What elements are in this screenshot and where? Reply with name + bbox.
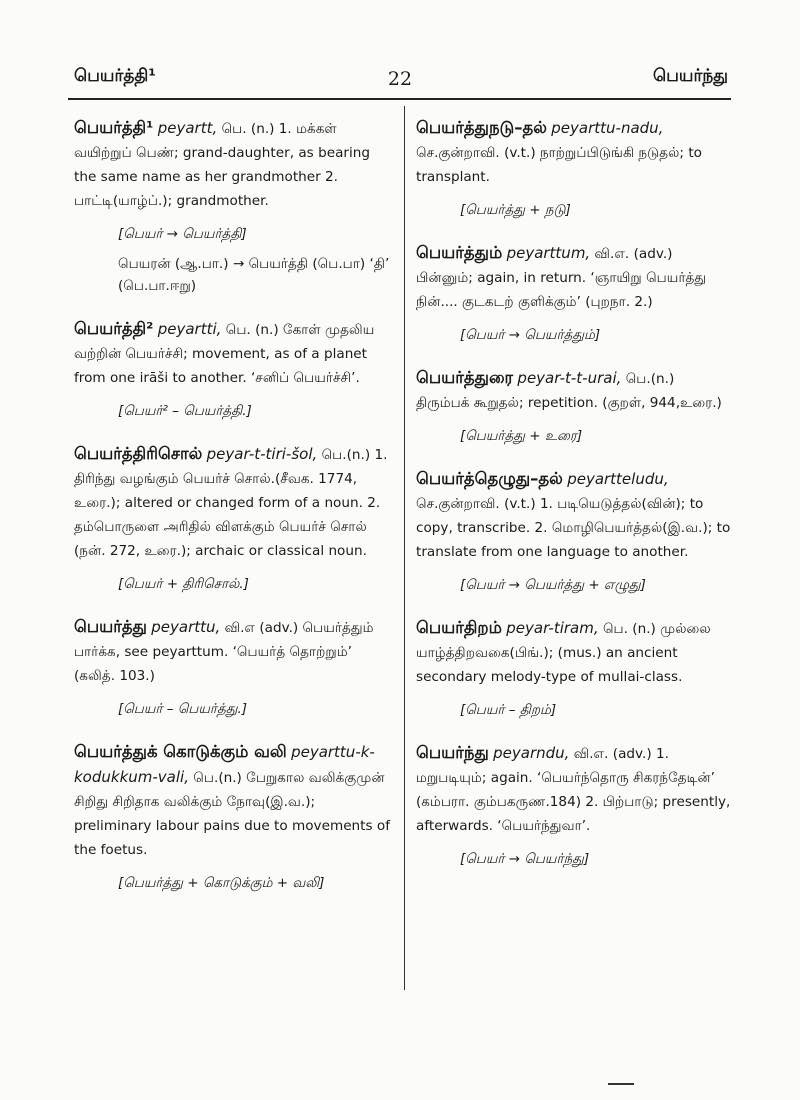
transliteration: peyartteludu, xyxy=(567,470,669,488)
definition: வி.எ (adv.) பெயர்த்தும் பார்க்க, see peyarttum. ‘பெயர்த் தொற்றும்’ (கலித். 103.) xyxy=(74,620,374,684)
transliteration: peyar-tiram, xyxy=(506,619,599,637)
footer-mark xyxy=(608,1083,634,1085)
definition: பெ.(n.) 1. திரிந்து வழங்கும் பெயர்ச் சொல்.(சீவக. 1774, உரை.); altered or changed form of a noun. 2. தம்பொருளை அரிதில் விளக்கும் பெயர்ச் சொல் (நன். 272, உரை.); archaic or classical noun. xyxy=(74,447,388,559)
definition: வி.எ. (adv.) பின்னும்; again, in return. ‘ஞாயிறு பெயர்த்து நின்.... குடகடற் குளிக்கும்’ (புறநா. 2.) xyxy=(416,246,707,310)
definition: செ.குன்றாவி. (v.t.) 1. படியெடுத்தல்(வின்); to copy, transcribe. 2. மொழிபெயர்த்தல்(இ.வ.); to translate from one language to another. xyxy=(416,496,731,560)
column-divider xyxy=(404,106,405,990)
entry xyxy=(74,317,392,422)
left-column xyxy=(74,116,392,914)
entry xyxy=(416,116,732,221)
etymology: [பெயர் – திறம்] xyxy=(460,702,557,718)
etymology: [பெயர்த்து + உரை] xyxy=(460,428,583,444)
headword: பெயர்த்திரிசொல் xyxy=(74,444,203,463)
headword: பெயர்த்துக் கொடுக்கும் வலி xyxy=(74,742,287,761)
entry xyxy=(74,615,392,720)
entry xyxy=(74,442,392,595)
etymology: [பெயர் → பெயர்த்தி] xyxy=(118,226,247,242)
page-header xyxy=(0,54,800,98)
definition: பெ. (n.) கோள் முதலிய வற்றின் பெயர்ச்சி; movement, as of a planet from one irāši to another. ‘சனிப் பெயர்ச்சி’. xyxy=(74,322,375,386)
headword: பெயர்த்தி¹ xyxy=(74,118,154,137)
definition: பெ.(n.) பேறுகால வலிக்குமுன் சிறிது சிறிதாக வலிக்கும் நோவு(இ.வ.); preliminary labour pains due to movements of the foetus. xyxy=(74,770,391,858)
headword: பெயர்த்தும் xyxy=(416,243,503,262)
definition: வி.எ. (adv.) 1. மறுபடியும்; again. ‘பெயர்ந்தொரு சிகரந்தேடின்’ (கம்பரா. கும்பகருண.184) 2. பிற்பாடு; presently, afterwards. ‘பெயர்ந்துவா’. xyxy=(416,746,731,834)
headword: பெயர்த்துநடு–தல் xyxy=(416,118,547,137)
entry xyxy=(74,740,392,894)
entry xyxy=(416,467,732,596)
transliteration: peyarttu-nadu, xyxy=(551,119,664,137)
definition: பெ. (n.) முல்லை யாழ்த்திறவகை(பிங்.); (mus.) an ancient secondary melody-type of mullai-class. xyxy=(416,621,711,685)
etymology: [பெயர் – பெயர்த்து.] xyxy=(118,701,248,717)
transliteration: peyartti, xyxy=(157,320,222,338)
header-rule xyxy=(68,98,731,100)
transliteration: peyarttu, xyxy=(151,618,221,636)
definition: பெ.(n.) திரும்பக் கூறுதல்; repetition. (குறள், 944,உரை.) xyxy=(416,371,722,411)
derivation-note: பெயரன் (ஆ.பா.) → பெயர்த்தி (பெ.பா) ‘தி’ (பெ.பா.ஈறு) xyxy=(118,256,390,294)
etymology: [பெயர்² – பெயர்த்தி.] xyxy=(118,403,252,419)
running-head-left: பெயர்த்தி¹ xyxy=(74,66,156,86)
transliteration: peyarndu, xyxy=(493,744,570,762)
etymology: [பெயர்த்து + கொடுக்கும் + வலி] xyxy=(118,875,325,891)
etymology: [பெயர் + திரிசொல்.] xyxy=(118,576,249,592)
headword: பெயர்ந்து xyxy=(416,743,489,762)
etymology: [பெயர் → பெயர்ந்து] xyxy=(460,851,590,867)
transliteration: peyarttu-k-kodukkum-vali, xyxy=(74,743,375,786)
etymology: [பெயர்த்து + நடு] xyxy=(460,202,571,218)
right-column xyxy=(416,116,732,890)
running-head-right: பெயர்ந்து xyxy=(653,66,728,86)
entry xyxy=(416,741,732,870)
transliteration: peyar-t-tiri-šol, xyxy=(206,445,318,463)
entry xyxy=(416,241,732,346)
headword: பெயர்த்துரை xyxy=(416,368,514,387)
transliteration: peyar-t-t-urai, xyxy=(517,369,622,387)
headword: பெயர்த்தெழுது–தல் xyxy=(416,469,563,488)
headword: பெயர்த்து xyxy=(74,617,147,636)
transliteration: peyarttum, xyxy=(506,244,591,262)
transliteration: peyartt, xyxy=(157,119,218,137)
etymology: [பெயர் → பெயர்த்து + எழுது] xyxy=(460,577,646,593)
entry xyxy=(416,366,732,447)
headword: பெயர்த்தி² xyxy=(74,319,154,338)
etymology: [பெயர் → பெயர்த்தும்] xyxy=(460,327,601,343)
entry xyxy=(74,116,392,297)
headword: பெயர்திறம் xyxy=(416,618,502,637)
definition: பெ. (n.) 1. மக்கள் வயிற்றுப் பெண்; grand-daughter, as bearing the same name as her grandmother 2. பாட்டி(யாழ்ப்.); grandmother. xyxy=(74,121,371,209)
page-number: 22 xyxy=(387,68,413,90)
definition: செ.குன்றாவி. (v.t.) நாற்றுப்பிடுங்கி நடுதல்; to transplant. xyxy=(416,145,702,185)
entry xyxy=(416,616,732,721)
